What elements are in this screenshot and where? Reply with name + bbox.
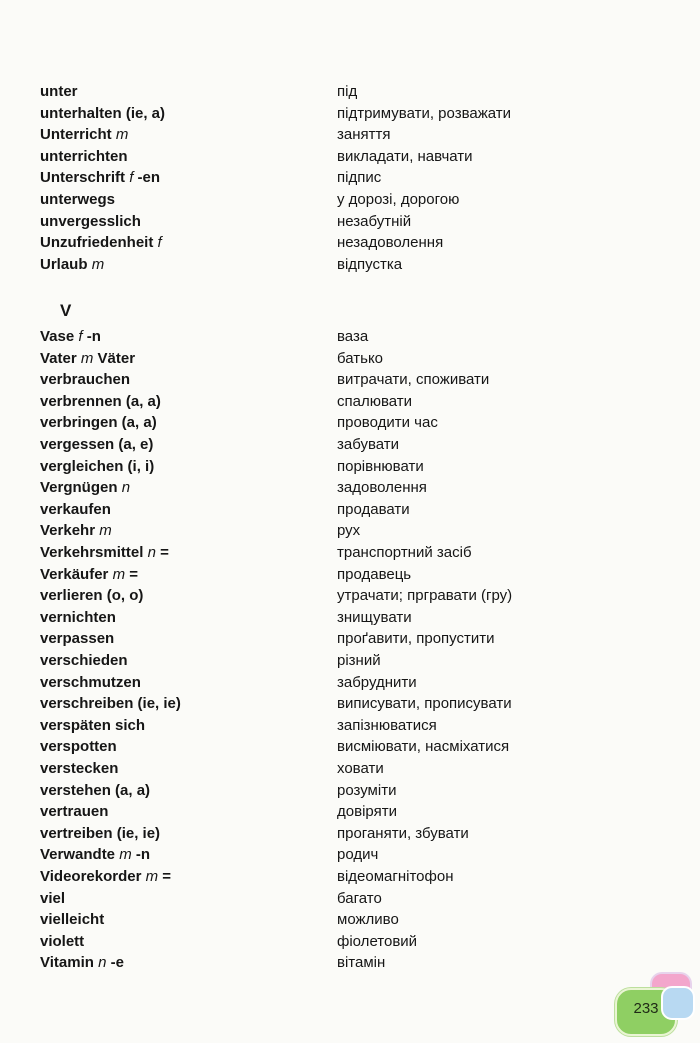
- vocab-entry: [0, 104, 700, 124]
- vocab-entry: [0, 824, 700, 844]
- headword-text: Unzufriedenheit: [40, 234, 154, 252]
- ukrainian-translation: ваза: [337, 328, 369, 345]
- vocab-entry: [0, 233, 700, 253]
- page-number: 233: [633, 1000, 659, 1017]
- vocab-entry: [0, 435, 700, 455]
- headword-text: vertrauen: [40, 803, 109, 821]
- headword-text: unterrichten: [40, 147, 128, 165]
- german-headword: [40, 781, 150, 801]
- german-headword: [40, 565, 138, 585]
- plural-form: =: [160, 544, 169, 561]
- headword-text: Vase: [40, 328, 75, 345]
- gender-marker: m: [112, 565, 126, 583]
- headword-text: verschreiben (ie, ie): [40, 695, 181, 713]
- gender-marker: m: [119, 846, 132, 864]
- headword-text: verstecken: [40, 760, 119, 777]
- headword-text: verbrennen (a, a): [40, 392, 161, 410]
- vocab-entry: [0, 845, 700, 865]
- gender-marker: f: [78, 328, 83, 345]
- headword-text: violett: [40, 932, 85, 950]
- vocab-entry: [0, 737, 700, 757]
- vocab-entry: [0, 147, 700, 167]
- headword-text: vergessen (a, e): [40, 436, 154, 453]
- headword-text: verkaufen: [40, 500, 111, 518]
- headword-text: Verkehrsmittel: [40, 544, 144, 561]
- ukrainian-translation: під: [337, 83, 358, 100]
- ukrainian-translation: висміювати, насміхатися: [337, 738, 510, 756]
- german-headword: [40, 953, 124, 973]
- german-headword: [40, 349, 135, 369]
- ukrainian-translation: забувати: [337, 436, 400, 453]
- ukrainian-translation: викладати, навчати: [337, 147, 473, 165]
- vocab-entry: [0, 168, 700, 188]
- vocab-entry: [0, 889, 700, 909]
- ukrainian-translation: довіряти: [337, 803, 397, 821]
- ukrainian-translation: родич: [337, 846, 379, 864]
- headword-text: Urlaub: [40, 255, 88, 273]
- ukrainian-translation: багато: [337, 889, 382, 907]
- ukrainian-translation: продавець: [337, 565, 412, 583]
- headword-text: Unterschrift: [40, 169, 126, 187]
- gender-marker: f: [129, 169, 134, 187]
- german-headword: [40, 233, 162, 253]
- headword-text: verspäten sich: [40, 716, 146, 734]
- plural-form: =: [129, 565, 138, 583]
- german-headword: [40, 147, 128, 167]
- vocab-entry: [0, 125, 700, 145]
- headword-text: verpassen: [40, 630, 115, 648]
- german-headword: [40, 104, 165, 124]
- german-headword: [40, 845, 150, 865]
- vocab-entry: [0, 457, 700, 477]
- vocab-entry: [0, 543, 700, 563]
- ukrainian-translation: витрачати, споживати: [337, 371, 490, 389]
- vocab-entry: [0, 651, 700, 671]
- ukrainian-translation: різний: [337, 652, 381, 669]
- plural-form: Väter: [97, 349, 136, 367]
- headword-text: verstehen (a, a): [40, 781, 151, 799]
- headword-text: Verkehr: [40, 522, 96, 540]
- german-headword: [40, 910, 104, 930]
- headword-text: verspotten: [40, 738, 117, 756]
- ukrainian-translation: проганяти, збувати: [337, 824, 469, 842]
- german-headword: [40, 413, 157, 433]
- german-headword: [40, 867, 171, 887]
- vocab-entry: [0, 349, 700, 369]
- ukrainian-translation: проґавити, пропустити: [337, 630, 495, 648]
- german-headword: [40, 608, 116, 628]
- german-headword: [40, 694, 181, 714]
- headword-text: vertreiben (ie, ie): [40, 824, 161, 842]
- vocab-entry: [0, 781, 700, 801]
- ukrainian-translation: батько: [337, 349, 384, 367]
- headword-text: vielleicht: [40, 911, 105, 929]
- german-headword: [40, 255, 104, 275]
- german-headword: [40, 327, 101, 347]
- headword-text: Verwandte: [40, 846, 116, 864]
- german-headword: [40, 543, 169, 563]
- headword-text: verlieren (o, o): [40, 587, 144, 605]
- german-headword: [40, 125, 128, 145]
- german-headword: [40, 824, 160, 844]
- gender-marker: n: [98, 954, 107, 972]
- ukrainian-translation: забруднити: [337, 673, 417, 691]
- ukrainian-translation: можливо: [337, 911, 399, 929]
- german-headword: [40, 168, 160, 188]
- german-headword: [40, 82, 78, 102]
- german-headword: [40, 759, 118, 779]
- vocab-entry: [0, 694, 700, 714]
- ukrainian-translation: заняття: [337, 126, 391, 144]
- headword-text: Unterricht: [40, 126, 112, 144]
- german-headword: [40, 629, 114, 649]
- vocab-entry: [0, 759, 700, 779]
- ukrainian-translation: фіолетовий: [337, 932, 418, 950]
- vocab-entry: [0, 910, 700, 930]
- ukrainian-translation: спалювати: [337, 392, 413, 410]
- headword-text: vernichten: [40, 608, 116, 626]
- ukrainian-translation: задоволення: [337, 479, 427, 497]
- ukrainian-translation: знищувати: [337, 608, 412, 626]
- ukrainian-translation: утрачати; пргравати (гру): [337, 587, 513, 605]
- plural-form: -n: [135, 846, 151, 864]
- vocab-entry: [0, 608, 700, 628]
- headword-text: vergleichen (i, i): [40, 457, 155, 475]
- headword-text: Verkäufer: [40, 565, 109, 583]
- gender-marker: m: [80, 349, 94, 367]
- gender-marker: m: [99, 522, 112, 540]
- german-headword: [40, 190, 115, 210]
- german-headword: [40, 521, 112, 541]
- vocab-entry: [0, 392, 700, 412]
- headword-text: Videorekorder: [40, 868, 142, 885]
- ukrainian-translation: проводити час: [337, 414, 438, 432]
- section-letter: V: [60, 301, 72, 320]
- german-headword: [40, 500, 111, 520]
- ukrainian-translation: рух: [337, 522, 361, 540]
- german-headword: [40, 889, 65, 909]
- german-headword: [40, 370, 130, 390]
- headword-text: unvergesslich: [40, 212, 141, 230]
- vocab-entry: [0, 478, 700, 498]
- ukrainian-translation: відеомагнітофон: [337, 868, 454, 885]
- german-headword: [40, 932, 84, 952]
- vocab-entry: [0, 932, 700, 952]
- headword-text: verbringen (a, a): [40, 414, 157, 432]
- ukrainian-translation: транспортний засіб: [337, 544, 472, 561]
- headword-text: unter: [40, 83, 78, 100]
- ukrainian-translation: виписувати, прописувати: [337, 695, 512, 713]
- plural-form: -n: [86, 328, 101, 345]
- headword-text: unterwegs: [40, 191, 116, 208]
- vocab-entry: [0, 327, 700, 347]
- headword-text: verbrauchen: [40, 371, 131, 389]
- headword-text: verschmutzen: [40, 673, 141, 691]
- ukrainian-translation: у дорозі, дорогою: [337, 191, 460, 208]
- vocab-entry: [0, 370, 700, 390]
- german-headword: [40, 716, 145, 736]
- vocab-entry: [0, 716, 700, 736]
- german-headword: [40, 802, 108, 822]
- vocab-entry: [0, 190, 700, 210]
- vocab-entry: [0, 521, 700, 541]
- gender-marker: m: [91, 255, 105, 273]
- headword-text: unterhalten (ie, a): [40, 104, 166, 122]
- vocab-entry: [0, 802, 700, 822]
- ukrainian-translation: ховати: [337, 760, 384, 777]
- vocab-entry: [0, 413, 700, 433]
- plural-form: =: [162, 868, 172, 885]
- plural-form: -en: [137, 169, 161, 187]
- ukrainian-translation: незабутній: [337, 212, 412, 230]
- headword-text: Vitamin: [40, 954, 94, 972]
- german-headword: [40, 392, 161, 412]
- vocab-entry: [0, 500, 700, 520]
- page-number-badge: [615, 988, 677, 1036]
- vocab-entry: [0, 673, 700, 693]
- vocab-entry: [0, 953, 700, 973]
- headword-text: Vater: [40, 349, 77, 367]
- german-headword: [40, 737, 117, 757]
- ukrainian-translation: підпис: [337, 169, 382, 187]
- ukrainian-translation: продавати: [337, 500, 410, 518]
- german-headword: [40, 212, 141, 232]
- headword-text: viel: [40, 889, 66, 907]
- vocab-entry: [0, 212, 700, 232]
- vocab-entry: [0, 867, 700, 887]
- ukrainian-translation: розуміти: [337, 781, 397, 799]
- ukrainian-translation: відпустка: [337, 255, 403, 273]
- ukrainian-translation: вітамін: [337, 954, 386, 972]
- vocab-entry: [0, 586, 700, 606]
- gender-marker: n: [147, 544, 156, 561]
- german-headword: [40, 457, 154, 477]
- plural-form: -e: [110, 954, 124, 972]
- ukrainian-translation: запізнюватися: [337, 716, 437, 734]
- gender-marker: n: [121, 479, 131, 497]
- gender-marker: f: [157, 234, 162, 252]
- ukrainian-translation: незадоволення: [337, 234, 444, 252]
- ukrainian-translation: порівнювати: [337, 457, 424, 475]
- headword-text: verschieden: [40, 652, 128, 669]
- german-headword: [40, 586, 143, 606]
- vocab-entry: [0, 255, 700, 275]
- gender-marker: m: [115, 126, 129, 144]
- vocab-entry: [0, 629, 700, 649]
- german-headword: [40, 435, 153, 455]
- german-headword: [40, 651, 128, 671]
- gender-marker: m: [145, 868, 159, 885]
- vocab-entry: [0, 82, 700, 102]
- ukrainian-translation: підтримувати, розважати: [337, 104, 512, 122]
- german-headword: [40, 478, 130, 498]
- german-headword: [40, 673, 141, 693]
- vocab-entry: [0, 565, 700, 585]
- headword-text: Vergnügen: [40, 479, 118, 497]
